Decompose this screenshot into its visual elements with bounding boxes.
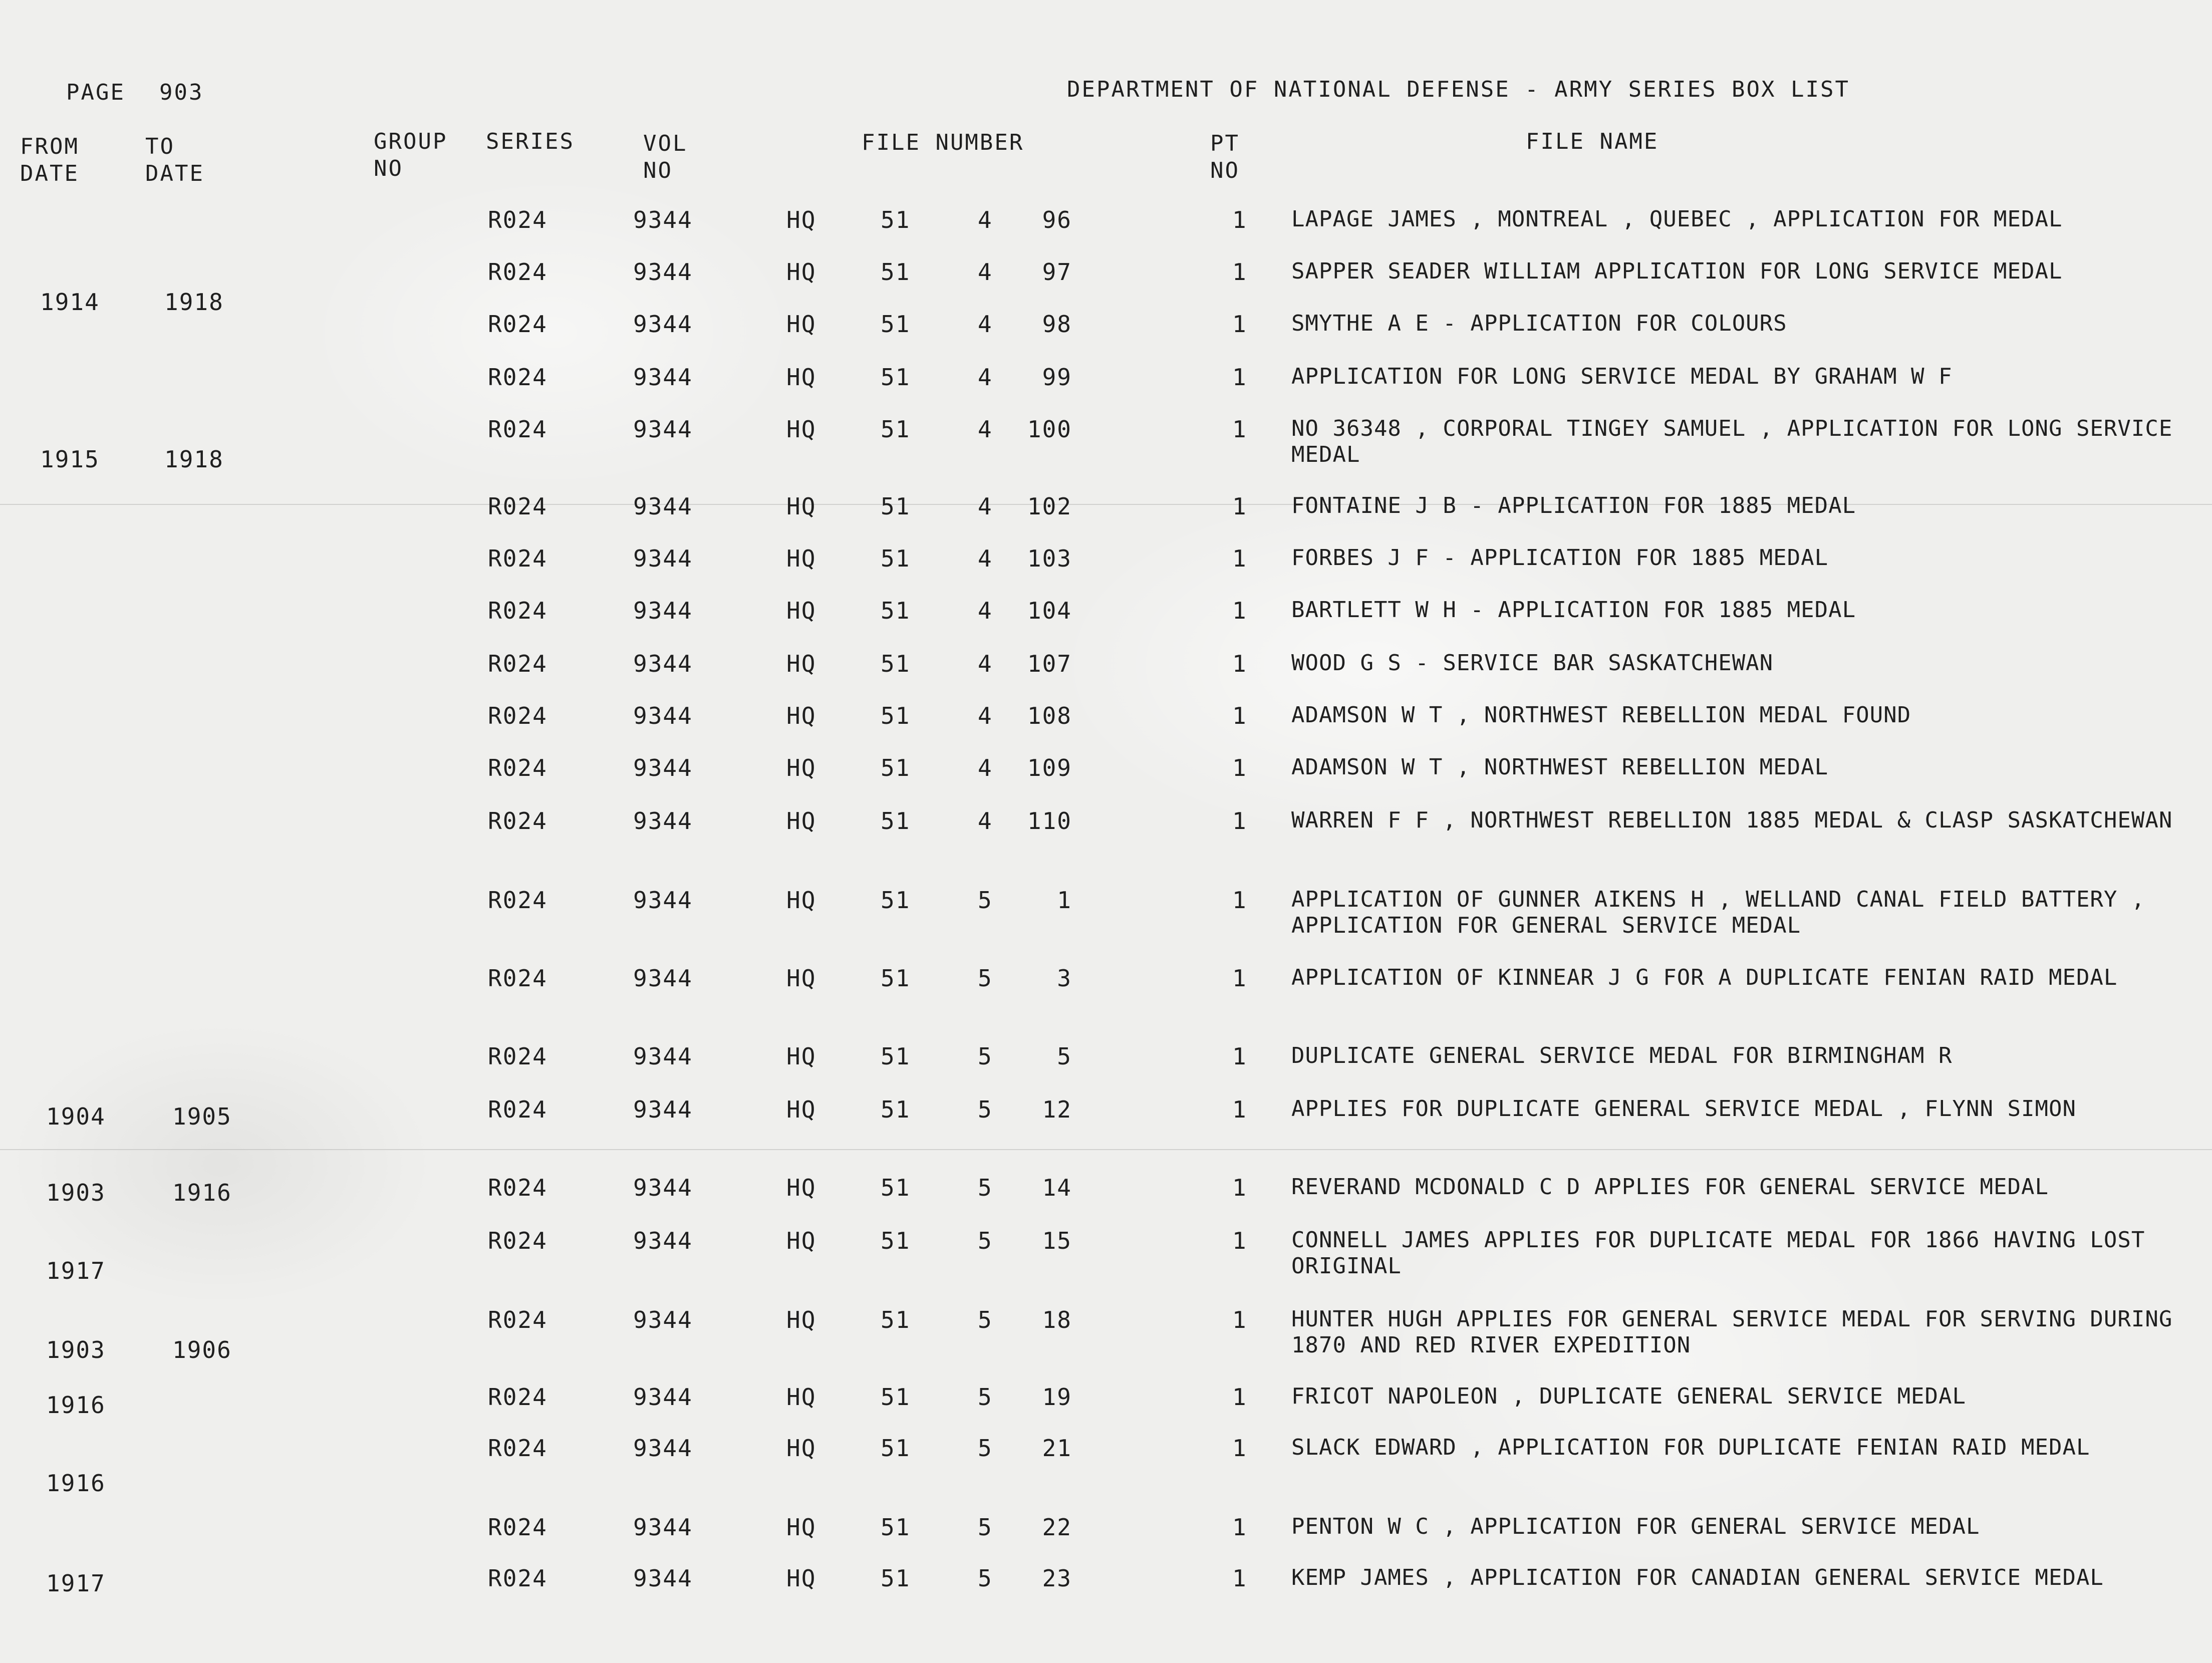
file-group-cell: 51 [881,1514,911,1541]
pt-cell: 1 [1232,206,1247,233]
to-date: 1906 [172,1336,232,1363]
from-date: 1904 [46,1103,106,1130]
file-name-cell: FORBES J F - APPLICATION FOR 1885 MEDAL [1291,545,1829,571]
file-prefix-cell: HQ [786,702,816,729]
file-subgroup-cell: 4 [978,364,993,391]
from-date: 1916 [46,1470,106,1497]
file-prefix-cell: HQ [786,1174,816,1201]
file-subgroup-cell: 4 [978,545,993,572]
file-prefix-cell: HQ [786,887,816,914]
pt-cell: 1 [1232,1383,1247,1411]
file-group-cell: 51 [881,258,911,286]
file-group-cell: 51 [881,1174,911,1201]
file-group-cell: 51 [881,364,911,391]
file-item-cell: 18 [1042,1306,1072,1333]
file-subgroup-cell: 4 [978,311,993,338]
to-date: 1918 [164,446,224,473]
file-prefix-cell: HQ [786,364,816,391]
series-cell: R024 [488,1565,547,1592]
file-name-cell: PENTON W C , APPLICATION FOR GENERAL SERVICE MEDAL [1291,1514,1980,1539]
file-prefix-cell: HQ [786,807,816,835]
series-cell: R024 [488,258,547,286]
series-cell: R024 [488,1174,547,1201]
header-pt-2: NO [1210,158,1240,183]
file-prefix-cell: HQ [786,311,816,338]
file-prefix-cell: HQ [786,1306,816,1333]
header-from-1: FROM [20,134,79,159]
pt-cell: 1 [1232,545,1247,572]
header-group-2: NO [374,156,403,181]
vol-cell: 9344 [633,965,693,992]
file-name-cell: BARTLETT W H - APPLICATION FOR 1885 MEDAL [1291,597,1856,623]
pt-cell: 1 [1232,1096,1247,1123]
file-group-cell: 51 [881,1435,911,1462]
from-date: 1917 [46,1257,106,1284]
file-subgroup-cell: 5 [978,887,993,914]
file-item-cell: 23 [1042,1565,1072,1592]
file-prefix-cell: HQ [786,597,816,624]
pt-cell: 1 [1232,493,1247,520]
file-prefix-cell: HQ [786,416,816,443]
file-item-cell: 97 [1042,258,1072,286]
file-group-cell: 51 [881,545,911,572]
file-prefix-cell: HQ [786,965,816,992]
file-subgroup-cell: 5 [978,1514,993,1541]
pt-cell: 1 [1232,1174,1247,1201]
pt-cell: 1 [1232,702,1247,729]
file-name-cell: APPLICATION OF KINNEAR J G FOR A DUPLICATE FENIAN RAID MEDAL [1291,965,2118,990]
from-date: 1903 [46,1336,106,1363]
series-cell: R024 [488,1227,547,1254]
file-subgroup-cell: 5 [978,1306,993,1333]
pt-cell: 1 [1232,965,1247,992]
series-cell: R024 [488,650,547,677]
series-cell: R024 [488,702,547,729]
file-subgroup-cell: 4 [978,258,993,286]
file-subgroup-cell: 5 [978,965,993,992]
file-name-cell: FONTAINE J B - APPLICATION FOR 1885 MEDAL [1291,493,1856,518]
file-item-cell: 15 [1042,1227,1072,1254]
page-label: PAGE [66,80,125,105]
file-name-cell: KEMP JAMES , APPLICATION FOR CANADIAN GENERAL SERVICE MEDAL [1291,1565,2104,1590]
file-name-cell: APPLICATION FOR LONG SERVICE MEDAL BY GRAHAM W F [1291,364,1953,389]
file-subgroup-cell: 5 [978,1435,993,1462]
series-cell: R024 [488,597,547,624]
file-item-cell: 5 [1057,1043,1072,1070]
pt-cell: 1 [1232,1306,1247,1333]
file-item-cell: 12 [1042,1096,1072,1123]
series-cell: R024 [488,545,547,572]
file-subgroup-cell: 4 [978,650,993,677]
file-prefix-cell: HQ [786,258,816,286]
file-group-cell: 51 [881,1383,911,1411]
vol-cell: 9344 [633,206,693,233]
pt-cell: 1 [1232,1043,1247,1070]
series-cell: R024 [488,364,547,391]
file-prefix-cell: HQ [786,1096,816,1123]
file-group-cell: 51 [881,416,911,443]
file-prefix-cell: HQ [786,650,816,677]
file-subgroup-cell: 5 [978,1174,993,1201]
from-date: 1914 [40,289,100,316]
vol-cell: 9344 [633,258,693,286]
file-name-cell: SMYTHE A E - APPLICATION FOR COLOURS [1291,311,1787,336]
file-group-cell: 51 [881,650,911,677]
vol-cell: 9344 [633,416,693,443]
header-vol-1: VOL [643,131,688,156]
series-cell: R024 [488,1514,547,1541]
header-group-1: GROUP [374,129,448,154]
header-to-2: DATE [145,161,204,186]
vol-cell: 9344 [633,887,693,914]
to-date: 1905 [172,1103,232,1130]
file-group-cell: 51 [881,597,911,624]
file-name-cell: ADAMSON W T , NORTHWEST REBELLION MEDAL [1291,754,1829,780]
header-file-number: FILE NUMBER [862,130,1024,155]
file-name-cell: REVERAND MCDONALD C D APPLIES FOR GENERAL SERVICE MEDAL [1291,1174,2049,1200]
vol-cell: 9344 [633,364,693,391]
file-item-cell: 14 [1042,1174,1072,1201]
file-item-cell: 108 [1027,702,1072,729]
file-prefix-cell: HQ [786,1565,816,1592]
vol-cell: 9344 [633,650,693,677]
pt-cell: 1 [1232,416,1247,443]
file-name-cell: ADAMSON W T , NORTHWEST REBELLION MEDAL FOUND [1291,702,1911,728]
page-title: DEPARTMENT OF NATIONAL DEFENSE - ARMY SERIES BOX LIST [1067,77,1850,102]
file-item-cell: 104 [1027,597,1072,624]
file-item-cell: 96 [1042,206,1072,233]
file-group-cell: 51 [881,887,911,914]
series-cell: R024 [488,1043,547,1070]
file-group-cell: 51 [881,1043,911,1070]
file-group-cell: 51 [881,1096,911,1123]
file-item-cell: 99 [1042,364,1072,391]
file-subgroup-cell: 4 [978,807,993,835]
file-item-cell: 3 [1057,965,1072,992]
from-date: 1917 [46,1570,106,1597]
file-prefix-cell: HQ [786,1227,816,1254]
series-cell: R024 [488,1435,547,1462]
file-name-cell: HUNTER HUGH APPLIES FOR GENERAL SERVICE MEDAL FOR SERVING DURING 1870 AND RED RIVER EXPEDITION [1291,1306,2173,1358]
file-name-cell: LAPAGE JAMES , MONTREAL , QUEBEC , APPLICATION FOR MEDAL [1291,206,2063,232]
series-cell: R024 [488,965,547,992]
file-group-cell: 51 [881,493,911,520]
vol-cell: 9344 [633,1096,693,1123]
vol-cell: 9344 [633,807,693,835]
series-cell: R024 [488,1383,547,1411]
pt-cell: 1 [1232,258,1247,286]
file-prefix-cell: HQ [786,493,816,520]
to-date: 1916 [172,1179,232,1206]
file-subgroup-cell: 4 [978,493,993,520]
to-date: 1918 [164,289,224,316]
vol-cell: 9344 [633,493,693,520]
header-pt-1: PT [1210,131,1240,156]
file-name-cell: DUPLICATE GENERAL SERVICE MEDAL FOR BIRMINGHAM R [1291,1043,1953,1068]
header-file-name: FILE NAME [1526,129,1659,154]
pt-cell: 1 [1232,311,1247,338]
file-item-cell: 110 [1027,807,1072,835]
vol-cell: 9344 [633,1514,693,1541]
file-name-cell: SLACK EDWARD , APPLICATION FOR DUPLICATE FENIAN RAID MEDAL [1291,1435,2090,1460]
pt-cell: 1 [1232,650,1247,677]
file-item-cell: 102 [1027,493,1072,520]
file-item-cell: 98 [1042,311,1072,338]
series-cell: R024 [488,206,547,233]
file-item-cell: 109 [1027,754,1072,781]
file-prefix-cell: HQ [786,545,816,572]
vol-cell: 9344 [633,545,693,572]
series-cell: R024 [488,1096,547,1123]
from-date: 1903 [46,1179,106,1206]
vol-cell: 9344 [633,1043,693,1070]
series-cell: R024 [488,887,547,914]
vol-cell: 9344 [633,311,693,338]
file-group-cell: 51 [881,807,911,835]
vol-cell: 9344 [633,1383,693,1411]
series-cell: R024 [488,807,547,835]
series-cell: R024 [488,416,547,443]
vol-cell: 9344 [633,1565,693,1592]
file-subgroup-cell: 4 [978,597,993,624]
file-name-cell: SAPPER SEADER WILLIAM APPLICATION FOR LONG SERVICE MEDAL [1291,258,2063,284]
series-cell: R024 [488,754,547,781]
file-group-cell: 51 [881,965,911,992]
pt-cell: 1 [1232,807,1247,835]
vol-cell: 9344 [633,1227,693,1254]
vol-cell: 9344 [633,1435,693,1462]
pt-cell: 1 [1232,1435,1247,1462]
file-subgroup-cell: 5 [978,1565,993,1592]
file-prefix-cell: HQ [786,754,816,781]
vol-cell: 9344 [633,1174,693,1201]
file-group-cell: 51 [881,206,911,233]
header-series: SERIES [486,129,575,154]
file-name-cell: FRICOT NAPOLEON , DUPLICATE GENERAL SERVICE MEDAL [1291,1383,1967,1409]
file-item-cell: 1 [1057,887,1072,914]
file-group-cell: 51 [881,1306,911,1333]
file-name-cell: WARREN F F , NORTHWEST REBELLION 1885 MEDAL & CLASP SASKATCHEWAN [1291,807,2173,833]
file-group-cell: 51 [881,754,911,781]
file-subgroup-cell: 5 [978,1096,993,1123]
file-prefix-cell: HQ [786,206,816,233]
scan-line [0,1149,2212,1150]
file-item-cell: 103 [1027,545,1072,572]
from-date: 1915 [40,446,100,473]
pt-cell: 1 [1232,597,1247,624]
file-prefix-cell: HQ [786,1043,816,1070]
file-subgroup-cell: 5 [978,1383,993,1411]
file-item-cell: 100 [1027,416,1072,443]
file-name-cell: WOOD G S - SERVICE BAR SASKATCHEWAN [1291,650,1774,676]
pt-cell: 1 [1232,887,1247,914]
file-name-cell: APPLIES FOR DUPLICATE GENERAL SERVICE MEDAL , FLYNN SIMON [1291,1096,2076,1122]
pt-cell: 1 [1232,1514,1247,1541]
file-subgroup-cell: 5 [978,1227,993,1254]
file-group-cell: 51 [881,702,911,729]
file-item-cell: 22 [1042,1514,1072,1541]
file-prefix-cell: HQ [786,1383,816,1411]
vol-cell: 9344 [633,597,693,624]
series-cell: R024 [488,1306,547,1333]
file-subgroup-cell: 4 [978,206,993,233]
file-prefix-cell: HQ [786,1435,816,1462]
series-cell: R024 [488,493,547,520]
pt-cell: 1 [1232,1565,1247,1592]
pt-cell: 1 [1232,364,1247,391]
file-prefix-cell: HQ [786,1514,816,1541]
file-name-cell: APPLICATION OF GUNNER AIKENS H , WELLAND CANAL FIELD BATTERY , APPLICATION FOR GENERAL SERVICE MEDAL [1291,887,2145,938]
vol-cell: 9344 [633,702,693,729]
file-group-cell: 51 [881,1565,911,1592]
file-name-cell: NO 36348 , CORPORAL TINGEY SAMUEL , APPLICATION FOR LONG SERVICE MEDAL [1291,416,2173,467]
file-item-cell: 107 [1027,650,1072,677]
file-group-cell: 51 [881,1227,911,1254]
vol-cell: 9344 [633,754,693,781]
file-name-cell: CONNELL JAMES APPLIES FOR DUPLICATE MEDAL FOR 1866 HAVING LOST ORIGINAL [1291,1227,2145,1279]
header-to-1: TO [145,134,175,159]
file-subgroup-cell: 4 [978,754,993,781]
file-subgroup-cell: 4 [978,416,993,443]
page-number: 903 [159,80,204,105]
header-vol-2: NO [643,158,673,183]
file-group-cell: 51 [881,311,911,338]
pt-cell: 1 [1232,1227,1247,1254]
pt-cell: 1 [1232,754,1247,781]
file-item-cell: 19 [1042,1383,1072,1411]
series-cell: R024 [488,311,547,338]
file-subgroup-cell: 5 [978,1043,993,1070]
from-date: 1916 [46,1392,106,1419]
file-subgroup-cell: 4 [978,702,993,729]
header-from-2: DATE [20,161,79,186]
vol-cell: 9344 [633,1306,693,1333]
file-item-cell: 21 [1042,1435,1072,1462]
